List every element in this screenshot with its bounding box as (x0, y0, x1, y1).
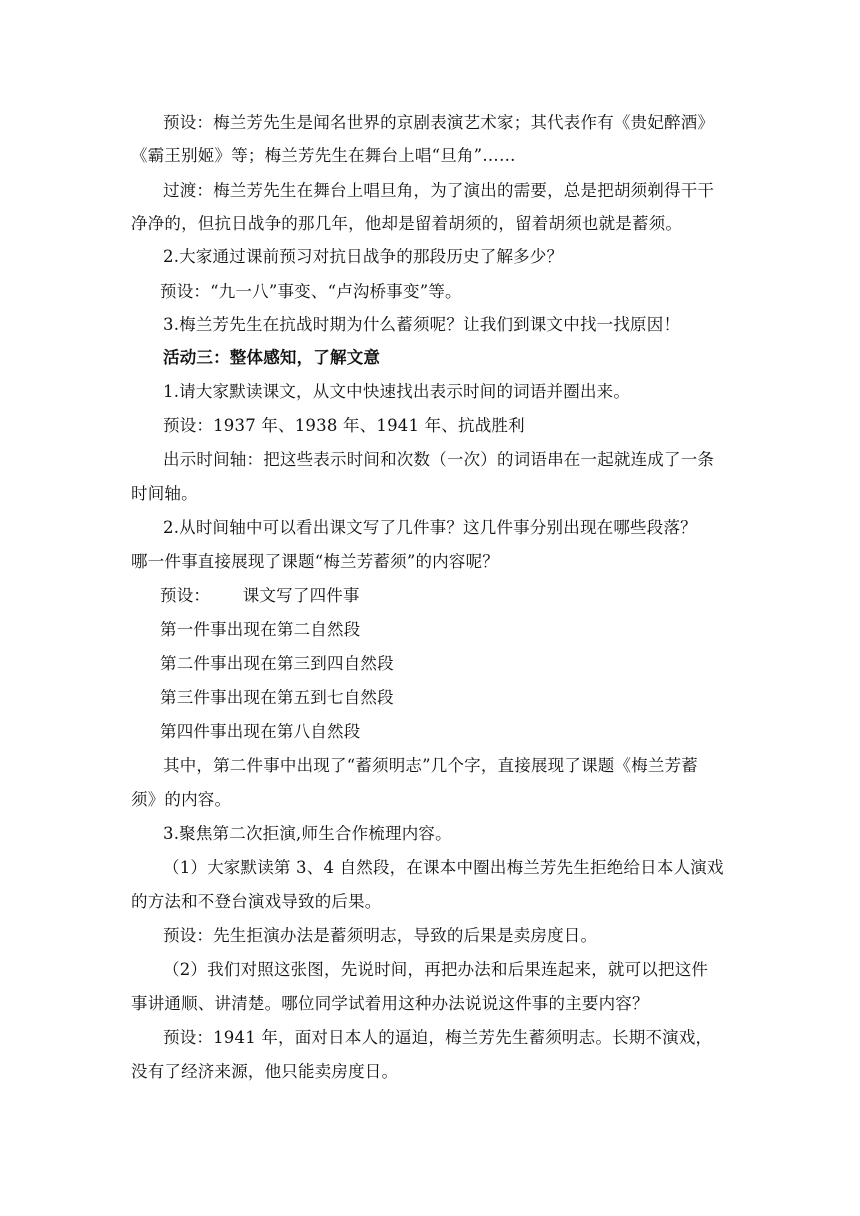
paragraph-line: 预设：1941 年，面对日本人的逼迫，梅兰芳先生蓄须明志。长期不演戏， (163, 1028, 713, 1047)
paragraph-line: 2.大家通过课前预习对抗日战争的那段历史了解多少？ (163, 247, 564, 266)
paragraph-line: 净净的，但抗日战争的那几年，他却是留着胡须的，留着胡须也就是蓄须。 (131, 214, 683, 233)
paragraph-line: 3.聚焦第二次拒演,师生合作梳理内容。 (163, 824, 452, 843)
paragraph-line: 第四件事出现在第八自然段 (160, 722, 361, 741)
paragraph-line: 第三件事出现在第五到七自然段 (160, 688, 394, 707)
paragraph-line: 的方法和不登台演戏导致的后果。 (131, 892, 382, 911)
paragraph-line: 预设：先生拒演办法是蓄须明志，导致的后果是卖房度日。 (163, 926, 598, 945)
paragraph-line: 哪一件事直接展现了课题“梅兰芳蓄须”的内容呢？ (131, 552, 499, 571)
paragraph-line: 须》的内容。 (131, 790, 232, 809)
paragraph-line: 预设： 课文写了四件事 (160, 586, 360, 605)
paragraph-line: 出示时间轴：把这些表示时间和次数（一次）的词语串在一起就连成了一条 (163, 450, 715, 469)
paragraph-line: 过渡：梅兰芳先生在舞台上唱旦角，为了演出的需要，总是把胡须剃得干干 (163, 181, 715, 200)
paragraph-line: 1.请大家默读课文，从文中快速找出表示时间的词语并圈出来。 (163, 382, 631, 401)
section-heading: 活动三：整体感知，了解文意 (163, 348, 381, 367)
paragraph-line: 预设：梅兰芳先生是闻名世界的京剧表演艺术家；其代表作有《贵妃醉酒》 (163, 113, 715, 132)
paragraph-line: （2）我们对照这张图，先说时间，再把办法和后果连起来，就可以把这件 (163, 960, 709, 979)
paragraph-line: 《霸王别姬》等；梅兰芳先生在舞台上唱“旦角”…… (131, 146, 516, 165)
paragraph-line: 预设：“九一八”事变、“卢沟桥事变”等。 (160, 282, 462, 301)
paragraph-line: 第一件事出现在第二自然段 (160, 620, 361, 639)
paragraph-line: 第二件事出现在第三到四自然段 (160, 654, 394, 673)
paragraph-line: （1）大家默读第 3、4 自然段，在课本中圈出梅兰芳先生拒绝给日本人演戏 (163, 858, 724, 877)
paragraph-line: 2.从时间轴中可以看出课文写了几件事？这几件事分别出现在哪些段落？ (163, 518, 697, 537)
paragraph-line: 事讲通顺、讲清楚。哪位同学试着用这种办法说说这件事的主要内容？ (131, 994, 649, 1013)
paragraph-line: 3.梅兰芳先生在抗战时期为什么蓄须呢？让我们到课文中找一找原因！ (163, 315, 681, 334)
paragraph-line: 时间轴。 (131, 484, 198, 503)
paragraph-line: 没有了经济来源，他只能卖房度日。 (131, 1062, 399, 1081)
paragraph-line: 其中，第二件事中出现了“蓄须明志”几个字，直接展现了课题《梅兰芳蓄 (163, 756, 698, 775)
paragraph-line: 预设：1937 年、1938 年、1941 年、抗战胜利 (163, 416, 525, 435)
